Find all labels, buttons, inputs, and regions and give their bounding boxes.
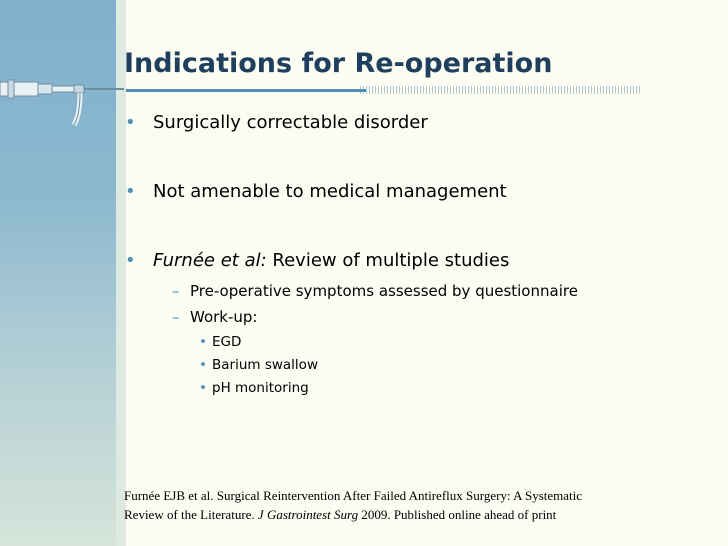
subsub-bullet-item	[125, 380, 715, 396]
sub-bullet-item	[125, 282, 715, 300]
endoscope-icon	[0, 70, 130, 140]
bullet-item	[125, 112, 715, 138]
bullet-marker: •	[199, 334, 207, 350]
dash-marker: –	[172, 308, 180, 326]
slide-title: Indications for Re-operation	[124, 48, 553, 79]
reference-journal: J Gastrointest Surg	[257, 507, 359, 522]
bullet-text-rest: Review of multiple studies	[272, 250, 510, 271]
bullet-item	[125, 250, 715, 276]
subsub-bullet-text: Barium swallow	[212, 357, 318, 373]
bullet-marker: •	[125, 112, 136, 133]
slide-body	[125, 112, 715, 403]
title-dotted-rule	[360, 86, 642, 94]
bullet-marker: •	[125, 250, 136, 271]
bullet-text	[153, 250, 509, 271]
bullet-marker: •	[199, 357, 207, 373]
reference-text: Review of the Literature.	[124, 507, 255, 522]
subsub-bullet-item	[125, 334, 715, 350]
title-underline	[126, 89, 366, 92]
reference-line-2	[124, 505, 684, 524]
sub-bullet-text: Pre-operative symptoms assessed by questionnaire	[190, 282, 578, 300]
reference-line-1: Furnée EJB et al. Surgical Reintervention After Failed Antireflux Surgery: A Systematic	[124, 488, 583, 503]
bullet-text: Not amenable to medical management	[153, 181, 507, 202]
sub-bullet-text: Work-up:	[190, 308, 258, 326]
sub-bullet-item	[125, 308, 715, 326]
bullet-marker: •	[199, 380, 207, 396]
reference-text-tail: 2009. Published online ahead of print	[361, 507, 557, 522]
subsub-bullet-text: pH monitoring	[212, 380, 309, 396]
dash-marker: –	[172, 282, 180, 300]
bullet-italic-author: Furnée et al:	[153, 250, 267, 271]
bullet-text: Surgically correctable disorder	[153, 112, 428, 133]
bullet-marker: •	[125, 181, 136, 202]
bullet-item	[125, 181, 715, 207]
subsub-bullet-item	[125, 357, 715, 373]
reference-citation	[124, 486, 684, 524]
subsub-bullet-text: EGD	[212, 334, 242, 350]
